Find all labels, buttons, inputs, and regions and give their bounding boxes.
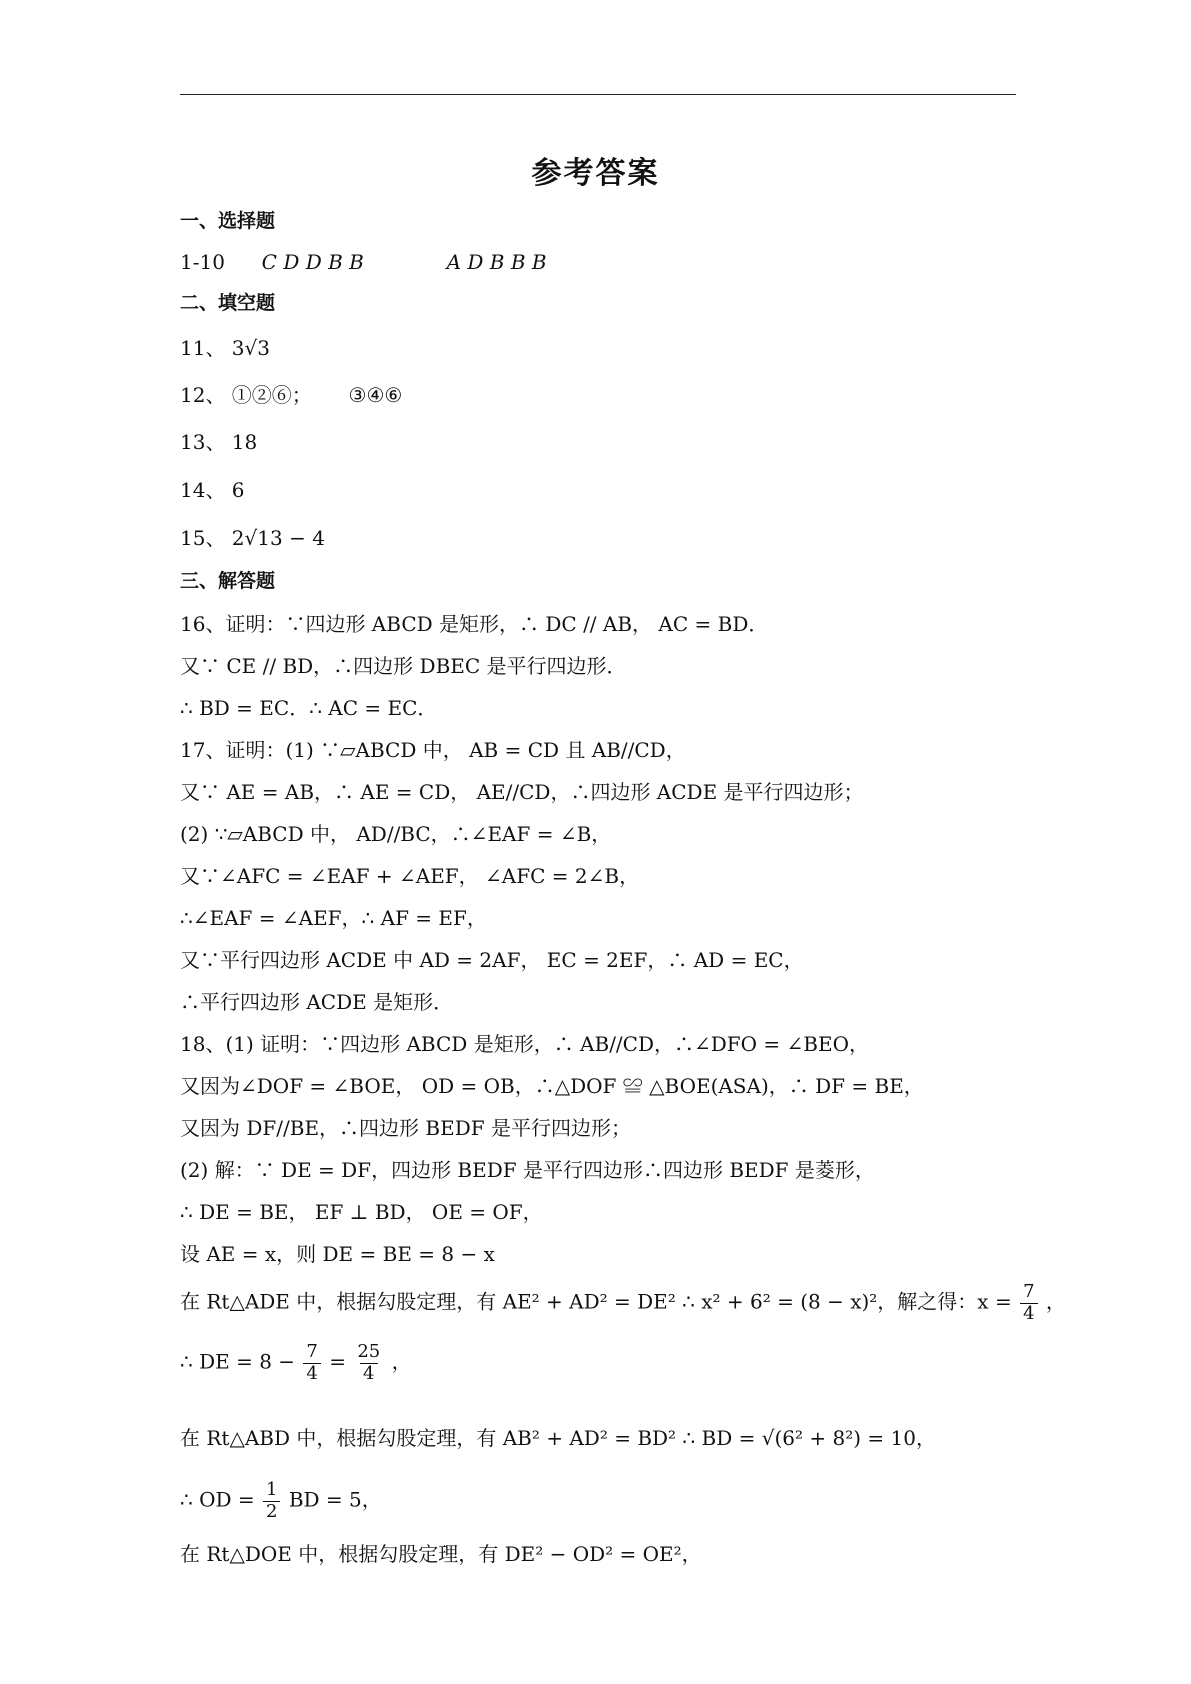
- proof-16-line-1: 16、证明：∵四边形 ABCD 是矩形，∴ DC // AB， AC = BD．: [180, 612, 769, 636]
- fraction-denominator: 4: [303, 1363, 320, 1385]
- choice-label: 1-10: [180, 250, 225, 274]
- proof-18-line-1: 18、(1) 证明：∵四边形 ABCD 是矩形，∴ AB//CD，∴∠DFO = ∠BEO，: [180, 1032, 870, 1056]
- proof-18-line-7-text: 在 Rt△ADE 中，根据勾股定理，有 AE² + AD² = DE² ∴ x² + 6² = (8 − x)²，解之得：x =: [180, 1289, 1012, 1314]
- proof-18-line-9: 在 Rt△ABD 中，根据勾股定理，有 AB² + AD² = BD² ∴ BD = √(6² + 8²) = 10，: [180, 1426, 936, 1450]
- fraction-seven-fourths: [303, 1342, 320, 1384]
- answer-13: 13、 18: [180, 430, 258, 454]
- proof-17-line-3: (2) ∵▱ABCD 中， AD//BC，∴∠EAF = ∠B，: [180, 822, 612, 846]
- proof-18-line-6: 设 AE = x，则 DE = BE = 8 − x: [180, 1242, 495, 1266]
- section-fill-heading: 二、填空题: [180, 292, 276, 314]
- fraction-denominator: 2: [263, 1501, 280, 1523]
- header-rule: [180, 94, 1016, 95]
- page-title: 参考答案: [531, 156, 660, 191]
- choice-answers: [180, 252, 547, 272]
- proof-18-line-2: 又因为∠DOF = ∠BOE， OD = OB，∴△DOF ≌ △BOE(ASA)，∴ DF = BE，: [180, 1074, 924, 1098]
- proof-16-line-2: 又∵ CE // BD，∴四边形 DBEC 是平行四边形．: [180, 654, 627, 678]
- fraction-numerator: 1: [266, 1479, 278, 1500]
- proof-17-line-2: 又∵ AE = AB，∴ AE = CD， AE//CD，∴四边形 ACDE 是平行四边形；: [180, 780, 864, 804]
- answer-15: 15、 2√13 − 4: [180, 526, 325, 550]
- proof-17-line-7: ∴平行四边形 ACDE 是矩形．: [180, 990, 454, 1014]
- proof-18-line-5: ∴ DE = BE， EF ⊥ BD， OE = OF，: [180, 1200, 543, 1224]
- proof-18-line-3: 又因为 DF//BE，∴四边形 BEDF 是平行四边形；: [180, 1116, 631, 1140]
- fraction-denominator: 4: [1020, 1303, 1037, 1325]
- answer-12: [180, 385, 402, 405]
- fraction-numerator: 25: [357, 1341, 381, 1362]
- proof-18-line-11: 在 Rt△DOE 中，根据勾股定理，有 DE² − OD² = OE²，: [180, 1542, 702, 1566]
- proof-18-line-8-part-a: ∴ DE = 8 −: [180, 1349, 296, 1374]
- fraction-numerator: 7: [306, 1341, 318, 1362]
- fraction-twentyfive-fourths: [354, 1342, 383, 1384]
- answer-12-part-2: ③④⑥: [348, 383, 403, 407]
- answer-14: 14、 6: [180, 478, 245, 502]
- proof-18-line-10-part-a: ∴ OD =: [180, 1487, 255, 1512]
- proof-16-line-3: ∴ BD = EC．∴ AC = EC．: [180, 696, 438, 720]
- choice-group-1: C D D B B: [261, 250, 364, 274]
- fraction-denominator: 4: [360, 1363, 377, 1385]
- fraction-seven-fourths: [1020, 1282, 1037, 1324]
- proof-18-line-8: [180, 1342, 412, 1384]
- proof-18-line-8-part-c: ，: [391, 1349, 412, 1374]
- answer-12-part-1: 12、 ①②⑥；: [180, 383, 312, 407]
- proof-18-line-7-end: ，: [1045, 1289, 1066, 1314]
- proof-18-line-7: [180, 1282, 1066, 1324]
- proof-18-line-10-part-b: BD = 5，: [288, 1487, 382, 1512]
- fraction-numerator: 7: [1023, 1281, 1035, 1302]
- proof-18-line-10: [180, 1480, 382, 1522]
- choice-group-2: A D B B B: [446, 250, 547, 274]
- answer-11: 11、 3√3: [180, 336, 270, 360]
- proof-17-line-4: 又∵∠AFC = ∠EAF + ∠AEF， ∠AFC = 2∠B，: [180, 864, 640, 888]
- section-choice-heading: 一、选择题: [180, 210, 276, 232]
- section-solve-heading: 三、解答题: [180, 570, 276, 592]
- proof-18-line-8-part-b: =: [329, 1349, 346, 1374]
- proof-17-line-1: 17、证明：(1) ∵▱ABCD 中， AB = CD 且 AB//CD，: [180, 738, 686, 762]
- fraction-one-half: [263, 1480, 280, 1522]
- proof-17-line-6: 又∵平行四边形 ACDE 中 AD = 2AF， EC = 2EF，∴ AD = EC，: [180, 948, 804, 972]
- proof-18-line-4: (2) 解：∵ DE = DF，四边形 BEDF 是平行四边形∴四边形 BEDF 是菱形，: [180, 1158, 875, 1182]
- proof-17-line-5: ∴∠EAF = ∠AEF，∴ AF = EF，: [180, 906, 487, 930]
